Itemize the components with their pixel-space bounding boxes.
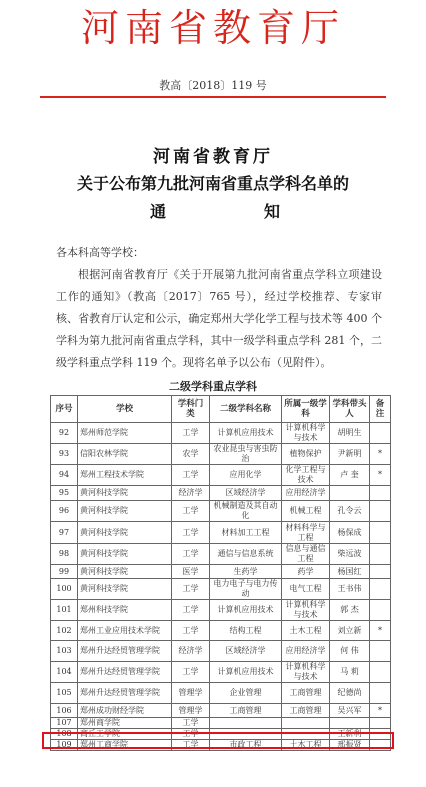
table-cell: 马 莉 — [330, 662, 370, 683]
table-cell: 电力电子与电力传动 — [210, 579, 282, 600]
table-cell: 吴兴军 — [330, 704, 370, 718]
table-cell: 结构工程 — [210, 621, 282, 641]
table-cell: 96 — [51, 501, 78, 522]
table-cell: 区域经济学 — [210, 486, 282, 501]
table-cell: 郑州工商学院 — [78, 740, 172, 751]
table-cell: 化学工程与技术 — [282, 465, 330, 486]
table-cell: * — [370, 704, 391, 718]
table-cell: 工学 — [172, 579, 210, 600]
table-header-row — [51, 396, 391, 423]
table-row — [51, 522, 391, 544]
table-cell: 102 — [51, 621, 78, 641]
table-cell: 计算机应用技术 — [210, 600, 282, 621]
table-cell: 区域经济学 — [210, 641, 282, 662]
table-cell: 94 — [51, 465, 78, 486]
discipline-table — [50, 395, 391, 751]
notice-title-line1: 河南省教育厅 — [153, 147, 273, 167]
col-header: 所属一级学科 — [282, 396, 330, 423]
table-cell: 杨保成 — [330, 522, 370, 544]
table-cell: 郑州成功财经学院 — [78, 704, 172, 718]
notice-title-line3 — [150, 199, 280, 222]
table-cell: 郑州师范学院 — [78, 423, 172, 444]
table-cell — [370, 683, 391, 704]
table-cell: 工学 — [172, 544, 210, 565]
table-cell: 黄河科技学院 — [78, 579, 172, 600]
salutation: 各本科高等学校： — [56, 246, 144, 259]
table-cell — [330, 718, 370, 729]
table-row — [51, 465, 391, 486]
table-cell: 通信与信息系统 — [210, 544, 282, 565]
table-cell — [370, 522, 391, 544]
table-row — [51, 683, 391, 704]
table-cell: 土木工程 — [282, 740, 330, 751]
table-row — [51, 444, 391, 465]
table-cell: 工学 — [172, 423, 210, 444]
letterhead-title: 河南省教育厅 — [80, 6, 345, 50]
table-cell: 商丘工学院 — [78, 729, 172, 740]
table-cell — [330, 486, 370, 501]
notice-title-char1: 通 — [150, 202, 167, 221]
table-cell: 经济学 — [172, 486, 210, 501]
table-cell: 土木工程 — [282, 621, 330, 641]
table-cell: 管理学 — [172, 683, 210, 704]
table-row — [51, 600, 391, 621]
table-cell: 市政工程 — [210, 740, 282, 751]
table-cell: 应用经济学 — [282, 641, 330, 662]
table-cell: 工商管理 — [282, 704, 330, 718]
table-cell: 胡明生 — [330, 423, 370, 444]
table-cell: 95 — [51, 486, 78, 501]
table-cell: 工商管理 — [210, 704, 282, 718]
table-cell: 电气工程 — [282, 579, 330, 600]
table-cell: 刘立新 — [330, 621, 370, 641]
col-header: 序号 — [51, 396, 78, 423]
table-cell — [370, 641, 391, 662]
table-cell — [370, 544, 391, 565]
table-cell: 农学 — [172, 444, 210, 465]
table-cell: 柴远波 — [330, 544, 370, 565]
table-cell: 信息与通信工程 — [282, 544, 330, 565]
table-cell: 计算机科学与技术 — [282, 423, 330, 444]
col-header: 二级学科名称 — [210, 396, 282, 423]
table-row — [51, 621, 391, 641]
table-cell: * — [370, 621, 391, 641]
table-cell: 101 — [51, 600, 78, 621]
table-cell — [370, 501, 391, 522]
table-cell: 工商管理 — [282, 683, 330, 704]
table-cell: 107 — [51, 718, 78, 729]
table-cell: 99 — [51, 565, 78, 579]
document-number: 教高〔2018〕119 号 — [159, 79, 267, 92]
table-cell: 计算机应用技术 — [210, 423, 282, 444]
table-row — [51, 486, 391, 501]
table-row — [51, 641, 391, 662]
table-cell — [370, 579, 391, 600]
table-row — [51, 565, 391, 579]
table-cell: 92 — [51, 423, 78, 444]
table-cell: 黄河科技学院 — [78, 486, 172, 501]
table-cell: 106 — [51, 704, 78, 718]
table-cell — [370, 662, 391, 683]
table-cell: 98 — [51, 544, 78, 565]
col-header: 学科带头人 — [330, 396, 370, 423]
highlight-box — [42, 732, 394, 749]
table-row — [51, 501, 391, 522]
table-cell: 经济学 — [172, 641, 210, 662]
table-cell: 郑州工业应用技术学院 — [78, 621, 172, 641]
table-cell: 企业管理 — [210, 683, 282, 704]
table-cell: 109 — [51, 740, 78, 751]
table-row — [51, 579, 391, 600]
table-row — [51, 704, 391, 718]
table-cell: 93 — [51, 444, 78, 465]
table-cell: 药学 — [282, 565, 330, 579]
table-cell: 机械工程 — [282, 501, 330, 522]
table-cell: 100 — [51, 579, 78, 600]
table-cell: 黄河科技学院 — [78, 544, 172, 565]
notice-title-line2: 关于公布第九批河南省重点学科名单的 — [76, 174, 349, 193]
table-cell: 103 — [51, 641, 78, 662]
table-cell: 97 — [51, 522, 78, 544]
table-cell — [210, 718, 282, 729]
table-cell: 杨国红 — [330, 565, 370, 579]
table-cell: 工学 — [172, 621, 210, 641]
table-row — [51, 662, 391, 683]
table-cell: 邢振贤 — [330, 740, 370, 751]
table-caption: 二级学科重点学科 — [169, 380, 257, 393]
table-cell: 黄河科技学院 — [78, 522, 172, 544]
table-row — [51, 718, 391, 729]
table-cell — [370, 600, 391, 621]
table-cell — [282, 718, 330, 729]
table-row — [51, 423, 391, 444]
table-cell: 104 — [51, 662, 78, 683]
table-cell — [370, 718, 391, 729]
table-cell: 信阳农林学院 — [78, 444, 172, 465]
table-cell: 郑州升达经贸管理学院 — [78, 683, 172, 704]
table-cell: 工学 — [172, 729, 210, 740]
table-cell: 郑州科技学院 — [78, 600, 172, 621]
table-cell: 郑州工程技术学院 — [78, 465, 172, 486]
table-cell: 108 — [51, 729, 78, 740]
table-cell: 郑州升达经贸管理学院 — [78, 641, 172, 662]
table-cell: 黄河科技学院 — [78, 501, 172, 522]
col-header: 备注 — [370, 396, 391, 423]
table-cell: 农业昆虫与害虫防治 — [210, 444, 282, 465]
table-cell: 材料加工工程 — [210, 522, 282, 544]
table-cell: * — [370, 444, 391, 465]
table-cell: 工学 — [172, 522, 210, 544]
table-cell: 计算机科学与技术 — [282, 662, 330, 683]
table-cell: 机械制造及其自动化 — [210, 501, 282, 522]
col-header: 学科门类 — [172, 396, 210, 423]
table-cell: 生药学 — [210, 565, 282, 579]
red-divider — [40, 96, 386, 98]
table-cell — [370, 565, 391, 579]
table-cell: 何 伟 — [330, 641, 370, 662]
table-cell: 管理学 — [172, 704, 210, 718]
table-cell: 工学 — [172, 662, 210, 683]
table-cell: 郑州商学院 — [78, 718, 172, 729]
table-row — [51, 544, 391, 565]
col-header: 学校 — [78, 396, 172, 423]
table-cell: 工学 — [172, 465, 210, 486]
table-cell: 孔令云 — [330, 501, 370, 522]
table-cell — [370, 423, 391, 444]
table-cell: 尹新明 — [330, 444, 370, 465]
table-cell: * — [370, 465, 391, 486]
table-cell: 医学 — [172, 565, 210, 579]
table-cell — [370, 486, 391, 501]
table-cell: 工学 — [172, 740, 210, 751]
table-cell: 卢 奎 — [330, 465, 370, 486]
notice-title-char2: 知 — [263, 202, 280, 221]
table-cell: 王新利 — [330, 729, 370, 740]
table-cell: 王书伟 — [330, 579, 370, 600]
table-cell: 105 — [51, 683, 78, 704]
table-cell: 计算机应用技术 — [210, 662, 282, 683]
table-cell: 工学 — [172, 501, 210, 522]
table-cell: 纪德尚 — [330, 683, 370, 704]
table-cell: 应用经济学 — [282, 486, 330, 501]
table-cell: 工学 — [172, 718, 210, 729]
table-cell: 植物保护 — [282, 444, 330, 465]
table-cell: 郭 杰 — [330, 600, 370, 621]
table-cell: 应用化学 — [210, 465, 282, 486]
table-cell: 计算机科学与技术 — [282, 600, 330, 621]
table-cell: 材料科学与工程 — [282, 522, 330, 544]
table-cell: 工学 — [172, 600, 210, 621]
body-paragraph: 根据河南省教育厅《关于开展第九批河南省重点学科立项建设工作的通知》（教高〔2017〕765 号），经过学校推荐、专家审核、省教育厅认定和公示，确定郑州大学化学工程与技术等 400 个学科为第九批河南省重点学科，其中一级学科重点学科 281 个，二级学科重点学科 119 个。现将名单予以公布（见附件）。 — [56, 268, 382, 369]
table-cell: 郑州升达经贸管理学院 — [78, 662, 172, 683]
table-cell: 黄河科技学院 — [78, 565, 172, 579]
